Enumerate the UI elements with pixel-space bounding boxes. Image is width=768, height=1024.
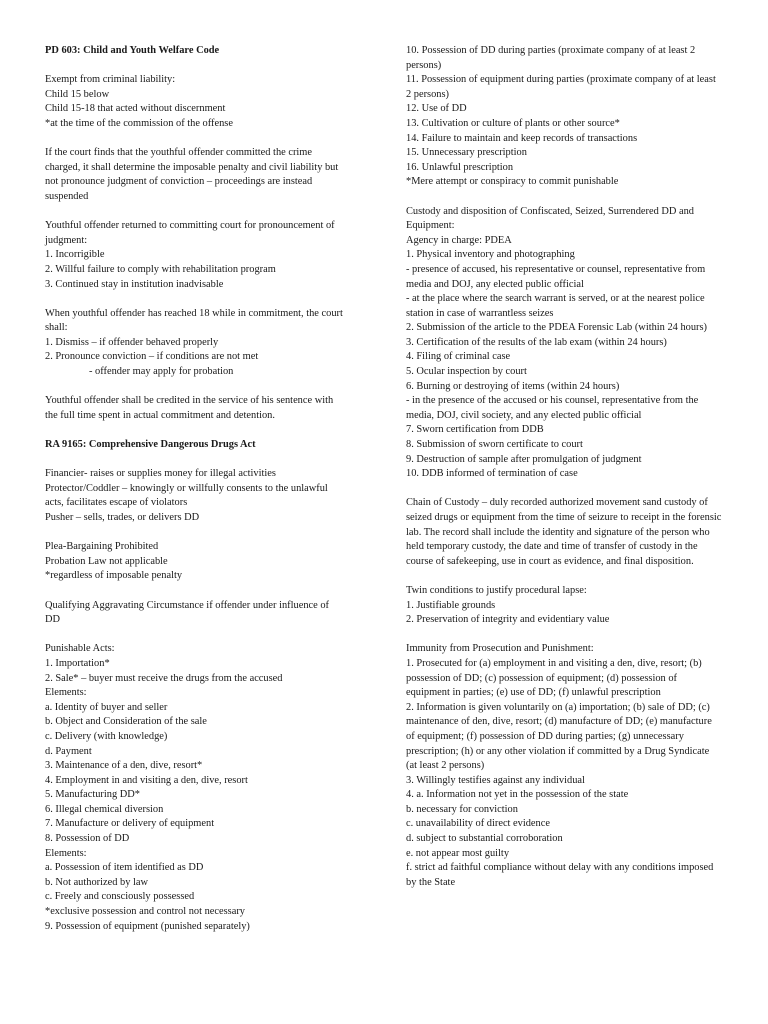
left-column	[45, 44, 345, 949]
text-line: Child 15 below	[45, 88, 110, 100]
text-line: 10. Possession of DD during parties (proximate company of at least 2 persons)	[406, 45, 696, 71]
text-line: 2. Willful failure to comply with rehabilitation program	[45, 263, 276, 275]
text-line: *at the time of the commission of the offense	[45, 117, 233, 129]
heading-text: PD 603: Child and Youth Welfare Code	[45, 45, 220, 56]
text-line: Twin conditions to justify procedural lapse:	[406, 584, 587, 596]
text-line: 2. Submission of the article to the PDEA Forensic Lab (within 24 hours)	[406, 322, 708, 334]
text-line: Immunity from Prosecution and Punishment:	[406, 643, 594, 655]
text-line: 5. Ocular inspection by court	[406, 366, 527, 378]
text-block	[45, 394, 345, 423]
text-line: d. subject to substantial corroboration	[406, 833, 563, 845]
text-block	[45, 467, 345, 525]
text-line: When youthful offender has reached 18 while in commitment, the court shall:	[45, 307, 343, 334]
section-heading	[45, 44, 345, 59]
text-block	[45, 219, 345, 292]
text-line: 8. Submission of sworn certificate to court	[406, 439, 583, 451]
text-line: 4. Filing of criminal case	[406, 351, 511, 363]
text-line: Punishable Acts:	[45, 643, 115, 655]
text-line: Youthful offender returned to committing court for pronouncement of judgment:	[45, 220, 335, 246]
text-line: 1. Justifiable grounds	[406, 599, 496, 611]
text-line: Pusher – sells, trades, or delivers DD	[45, 512, 200, 523]
text-block	[406, 642, 722, 890]
text-line: 9. Destruction of sample after promulgation of judgment	[406, 453, 642, 465]
right-column	[406, 44, 722, 905]
text-line: - offender may apply for probation	[89, 366, 234, 378]
heading-text: RA 9165: Comprehensive Dangerous Drugs Act	[45, 439, 256, 451]
text-line: Child 15-18 that acted without discernment	[45, 103, 226, 115]
text-line: Protector/Coddler – knowingly or willfully consents to the unlawful acts, facilitates escape of violators	[45, 482, 328, 509]
text-block	[45, 73, 345, 131]
text-line: 1. Importation*	[45, 657, 110, 669]
text-line: c. unavailability of direct evidence	[406, 818, 550, 830]
text-line: Agency in charge: PDEA	[406, 234, 512, 246]
text-line: - in the presence of the accused or his counsel, representative from the media, DOJ, civil society, and any elected public official	[406, 395, 699, 421]
text-line: 9. Possession of equipment (punished separately)	[45, 920, 250, 932]
text-line: 2. Pronounce conviction – if conditions are not met	[45, 351, 259, 363]
text-line: Elements:	[45, 687, 87, 699]
text-line: 7. Manufacture or delivery of equipment	[45, 818, 215, 830]
text-line: 5. Manufacturing DD*	[45, 789, 140, 801]
text-line: Plea-Bargaining Prohibited	[45, 541, 159, 553]
text-line: *regardless of imposable penalty	[45, 570, 183, 582]
text-line: 3. Continued stay in institution inadvisable	[45, 278, 224, 290]
text-line: 2. Information is given voluntarily on (a) importation; (b) sale of DD; (c) maintenance of den, dive, resort; (d) manufacture of DD; (e) manufacture of equipment; (f) possession of DD during parties; (g) unnecessary prescription; (h) or any other violation if committed by a Drug Syndicate (at least 2 persons)	[406, 701, 712, 772]
text-line: 1. Incorrigible	[45, 249, 105, 261]
text-line: 3. Willingly testifies against any individual	[406, 774, 585, 786]
text-line: Custody and disposition of Confiscated, Seized, Surrendered DD and Equipment:	[406, 205, 695, 232]
text-block	[45, 540, 345, 584]
text-line: 1. Physical inventory and photographing	[406, 249, 575, 261]
text-line: 3. Maintenance of a den, dive, resort*	[45, 760, 203, 772]
text-line: Elements:	[45, 847, 87, 859]
text-line: a. Possession of item identified as DD	[45, 862, 204, 874]
text-line: 2. Sale* – buyer must receive the drugs from the accused	[45, 672, 283, 684]
text-block	[406, 44, 722, 190]
text-line: 4. Employment in and visiting a den, dive, resort	[45, 774, 248, 786]
text-block	[45, 642, 345, 934]
text-line: 12. Use of DD	[406, 103, 467, 115]
text-line: 10. DDB informed of termination of case	[406, 468, 578, 480]
text-line: 13. Cultivation or culture of plants or other source*	[406, 117, 620, 129]
text-line: 6. Illegal chemical diversion	[45, 803, 164, 815]
text-line: Qualifying Aggravating Circumstance if offender under influence of DD	[45, 599, 330, 626]
text-line: *exclusive possession and control not necessary	[45, 906, 245, 918]
text-line: Financier- raises or supplies money for illegal activities	[45, 468, 276, 480]
text-block	[45, 146, 345, 204]
text-block	[406, 205, 722, 482]
text-line: 1. Dismiss – if offender behaved properly	[45, 336, 219, 348]
text-line: 6. Burning or destroying of items (within 24 hours)	[406, 380, 620, 392]
text-line: 11. Possession of equipment during parties (proximate company of at least 2 persons)	[406, 74, 716, 100]
text-line: e. not appear most guilty	[406, 847, 510, 859]
text-line: 15. Unnecessary prescription	[406, 147, 527, 159]
text-line: d. Payment	[45, 745, 92, 757]
text-line: f. strict ad faithful compliance without delay with any conditions imposed by the State	[406, 862, 714, 888]
text-block	[406, 496, 722, 569]
text-line: - presence of accused, his representative or counsel, representative from media and DOJ, any elected public official	[406, 263, 706, 290]
section-heading	[45, 438, 345, 453]
text-line: c. Freely and consciously possessed	[45, 891, 195, 903]
text-line: Chain of Custody – duly recorded authorized movement sand custody of seized drugs or equipment from the time of seizure to receipt in the forensic lab. The record shall include the identity and signature of the person who held temporary custody, the date and time of transfer of custody in the course of safekeeping, use in court as evidence, and final disposition.	[406, 497, 722, 567]
text-line: Probation Law not applicable	[45, 555, 168, 567]
text-line: - at the place where the search warrant is served, or at the nearest police station in case of warrantless seizes	[406, 293, 705, 319]
text-line: 1. Prosecuted for (a) employment in and visiting a den, dive, resort; (b) possession of DD; (c) possession of equipment; (d) possession of equipment in parties; (e) use of DD; (f) unlawful prescription	[406, 657, 702, 699]
text-block	[406, 584, 722, 628]
text-block	[45, 599, 345, 628]
text-line: a. Identity of buyer and seller	[45, 701, 168, 713]
text-line: 14. Failure to maintain and keep records of transactions	[406, 132, 638, 144]
text-line: If the court finds that the youthful offender committed the crime charged, it shall determine the imposable penalty and civil liability but not pronounce judgment of conviction – proceedings are instead suspended	[45, 147, 339, 202]
text-line: Exempt from criminal liability:	[45, 74, 176, 86]
text-line: 7. Sworn certification from DDB	[406, 424, 544, 436]
text-line: c. Delivery (with knowledge)	[45, 730, 168, 742]
text-line: *Mere attempt or conspiracy to commit punishable	[406, 176, 619, 188]
text-line: b. Not authorized by law	[45, 876, 149, 888]
text-line: 2. Preservation of integrity and evidentiary value	[406, 614, 610, 626]
text-line: 4. a. Information not yet in the possession of the state	[406, 789, 629, 801]
text-line: Youthful offender shall be credited in the service of his sentence with the full time spent in actual commitment and detention.	[45, 395, 334, 421]
text-line: b. Object and Consideration of the sale	[45, 716, 207, 728]
text-line: 16. Unlawful prescription	[406, 161, 514, 173]
text-block	[45, 307, 345, 380]
text-line: b. necessary for conviction	[406, 803, 518, 815]
text-line: 8. Possession of DD	[45, 833, 130, 845]
text-line: 3. Certification of the results of the lab exam (within 24 hours)	[406, 336, 667, 348]
